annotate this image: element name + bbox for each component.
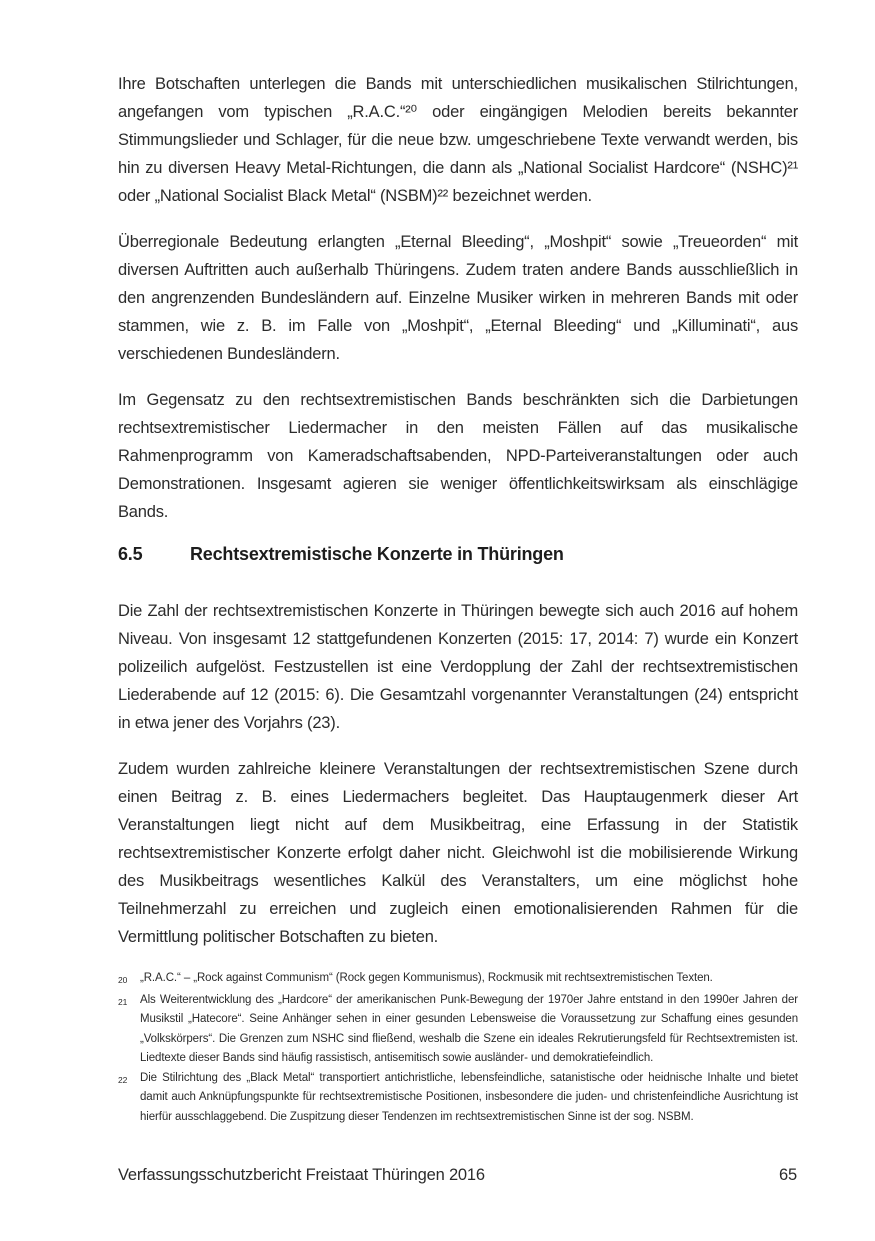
- paragraph-band-reach: Überregionale Bedeutung erlangten „Eternal Bleeding“, „Moshpit“ sowie „Treueorden“ mit diversen Auftritten auch außerhalb Thüringens. Zudem traten andere Bands ausschließlich in den angrenzenden Bundesländern auf. Einzelne Musiker wirken in mehreren Bands mit oder stammen, wie z. B. im Falle von „Moshpit“, „Eternal Bleeding“ und „Killuminati“, aus verschiedenen Bundesländern.: [118, 233, 798, 363]
- paragraph-concert-numbers: Die Zahl der rechtsextremistischen Konzerte in Thüringen bewegte sich auch 2016 auf hohem Niveau. Von insgesamt 12 stattgefundenen Konzerten (2015: 17, 2014: 7) wurde ein Konzert polizeilich aufgelöst. Festzustellen ist eine Verdopplung der Zahl der rechtsextremistischen Liederabende auf 12 (2015: 6). Die Gesamtzahl vorgenannter Veranstaltungen (24) entspricht in etwa jener des Vorjahrs (23).: [118, 602, 798, 732]
- page-footer: [118, 1166, 797, 1185]
- paragraph-liedermacher: Im Gegensatz zu den rechtsextremistischen Bands beschränkten sich die Darbietungen rechtsextremistischer Liedermacher in den meisten Fällen auf das musikalische Rahmenprogramm von Kameradschaftsabenden, NPD-Parteiveranstaltungen oder auch Demonstrationen. Insgesamt agieren sie weniger öffentlichkeitswirksam als einschlägige Bands.: [118, 391, 798, 521]
- footnote-text: Die Stilrichtung des „Black Metal“ transportiert antichristliche, lebensfeindliche, satanistische oder heidnische Inhalte und bietet damit auch Anknüpfungspunkte für rechtsextremistische Positionen, insbesondere die juden- und christenfeindliche Ausrichtung ist hierfür ausschlaggebend. Die Zuspitzung dieser Tendenzen im rechtsextremistischen Sinne ist der sog. NSBM.: [140, 1071, 798, 1123]
- footer-document-title: Verfassungsschutzbericht Freistaat Thüringen 2016: [118, 1166, 485, 1184]
- footnote-marker: 21: [118, 996, 128, 1007]
- page-content: [118, 70, 798, 1127]
- footnote-text: „R.A.C.“ – „Rock against Communism“ (Rock gegen Kommunismus), Rockmusik mit rechtsextremistischen Texten.: [140, 972, 713, 984]
- footnote: [118, 991, 798, 1069]
- section-number: 6.5: [118, 544, 143, 564]
- footnote-marker: 20: [118, 975, 128, 985]
- paragraph-band-styles: Ihre Botschaften unterlegen die Bands mit unterschiedlichen musikalischen Stilrichtungen, angefangen vom typischen „R.A.C.“²⁰ oder eingängigen Melodien bereits bekannter Stimmungslieder und Schlager, für die neue bzw. umgeschriebene Texte verwandt werden, bis hin zu diversen Heavy Metal-Richtungen, die dann als „National Socialist Hardcore“ (NSHC)²¹ oder „National Socialist Black Metal“ (NSBM)²² bezeichnet werden.: [118, 75, 798, 205]
- footnotes-block: [118, 969, 798, 1127]
- paragraph-smaller-events: Zudem wurden zahlreiche kleinere Veranstaltungen der rechtsextremistischen Szene durch einen Beitrag z. B. eines Liedermachers begleitet. Das Hauptaugenmerk dieser Art Veranstaltungen liegt nicht auf dem Musikbeitrag, eine Erfassung in der Statistik rechtsextremistischer Konzerte erfolgt daher nicht. Gleichwohl ist die mobilisierende Wirkung des Musikbeitrags wesentliches Kalkül des Veranstalters, um eine möglichst hohe Teilnehmerzahl zu erreichen und zugleich einen emotionalisierenden Rahmen für die Vermittlung politischer Botschaften zu bieten.: [118, 760, 798, 946]
- footnote: [118, 1069, 798, 1128]
- page-number: 65: [779, 1166, 797, 1184]
- section-heading: [118, 544, 798, 565]
- footnote: [118, 969, 798, 991]
- footnote-marker: 22: [118, 1074, 128, 1085]
- section-title: Rechtsextremistische Konzerte in Thüringen: [190, 544, 564, 564]
- footnote-text: Als Weiterentwicklung des „Hardcore“ der amerikanischen Punk-Bewegung der 1970er Jahre entstand in den 1990er Jahren der Musikstil „Hatecore“. Seine Anhänger sehen in einer gesunden Lebensweise die Voraussetzung zur Schaffung eines gesunden „Volkskörpers“. Die Grenzen zum NSHC sind fließend, weshalb die Szene ein ideales Rekrutierungsfeld für Rechtsextremisten ist. Liedtexte dieser Bands sind häufig rassistisch, antisemitisch sowie ausländer- und demokratiefeindlich.: [140, 993, 798, 1064]
